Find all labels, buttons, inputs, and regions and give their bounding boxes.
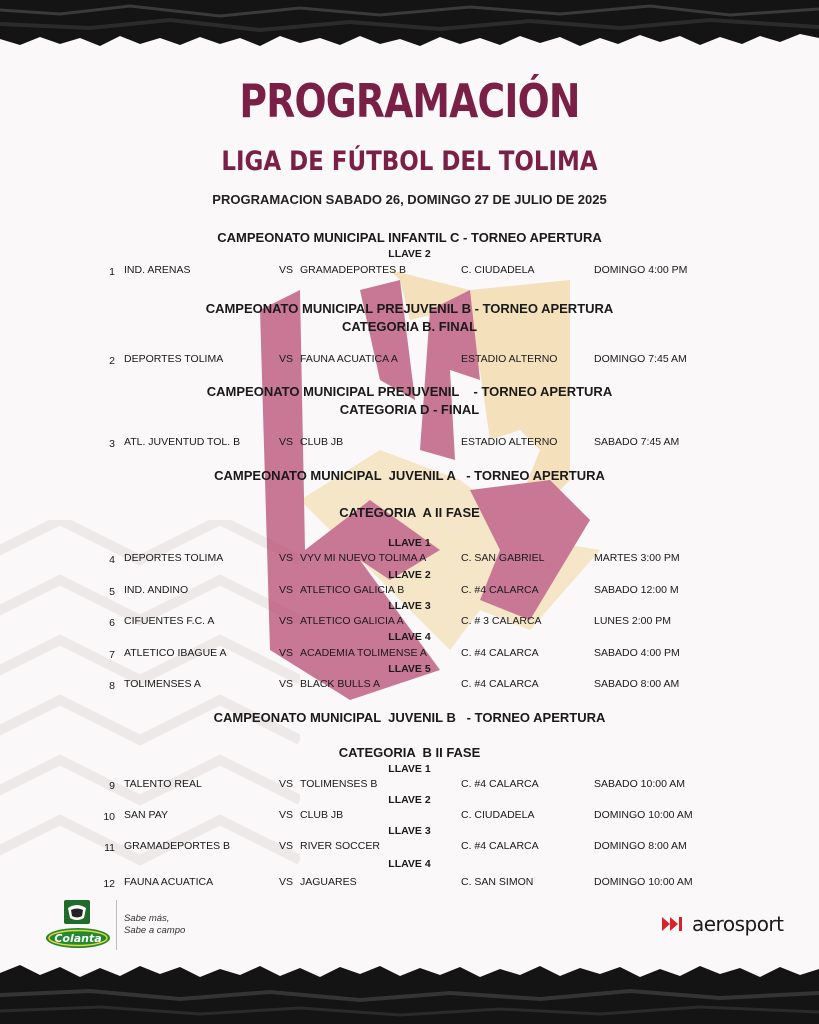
slogan-line-2: Sabe a campo xyxy=(124,925,186,936)
match-row xyxy=(0,436,819,450)
away-team: RIVER SOCCER xyxy=(300,840,380,852)
home-team: TOLIMENSES A xyxy=(124,678,201,690)
match-row xyxy=(0,615,819,629)
away-team: ATLETICO GALICIA B xyxy=(300,584,405,596)
match-row xyxy=(0,552,819,566)
match-time: SABADO 8:00 AM xyxy=(594,678,680,690)
torn-paper-bottom xyxy=(0,955,819,1024)
llave-label: LLAVE 4 xyxy=(388,858,431,870)
match-row xyxy=(0,353,819,367)
home-team: DEPORTES TOLIMA xyxy=(124,353,224,365)
home-team: CIFUENTES F.C. A xyxy=(124,615,215,627)
match-number: 7 xyxy=(109,649,115,661)
match-row xyxy=(0,840,819,854)
venue: C. CIUDADELA xyxy=(461,264,535,276)
torn-paper-top xyxy=(0,0,819,60)
vs-label: VS xyxy=(279,678,294,690)
away-team: ACADEMIA TOLIMENSE A xyxy=(300,647,427,659)
match-number: 8 xyxy=(109,680,115,692)
home-team: SAN PAY xyxy=(124,809,168,821)
llave-label: LLAVE 2 xyxy=(388,569,431,581)
page-title: PROGRAMACIÓN xyxy=(239,74,580,128)
venue: C. CIUDADELA xyxy=(461,809,535,821)
venue: C. SAN SIMON xyxy=(461,876,534,888)
away-team: CLUB JB xyxy=(300,809,344,821)
footer-divider xyxy=(116,900,117,950)
match-number: 3 xyxy=(109,438,115,450)
date-line: PROGRAMACION SABADO 26, DOMINGO 27 DE JULIO DE 2025 xyxy=(212,192,607,207)
home-team: TALENTO REAL xyxy=(124,778,202,790)
match-number: 2 xyxy=(109,355,115,367)
llave-label: LLAVE 5 xyxy=(388,663,431,675)
home-team: IND. ARENAS xyxy=(124,264,191,276)
match-time: DOMINGO 8:00 AM xyxy=(594,840,687,852)
vs-label: VS xyxy=(279,809,294,821)
vs-label: VS xyxy=(279,552,294,564)
match-time: LUNES 2:00 PM xyxy=(594,615,672,627)
away-team: CLUB JB xyxy=(300,436,344,448)
home-team: ATLETICO IBAGUE A xyxy=(124,647,227,659)
section-header: CAMPEONATO MUNICIPAL JUVENIL B - TORNEO APERTURA xyxy=(213,710,606,725)
away-team: VYV MI NUEVO TOLIMA A xyxy=(300,552,427,564)
match-number: 5 xyxy=(109,586,115,598)
svg-text:Colanta: Colanta xyxy=(54,932,102,945)
colanta-logo xyxy=(44,898,112,950)
llave-label: LLAVE 2 xyxy=(388,248,431,260)
venue: C. # 3 CALARCA xyxy=(461,615,542,627)
match-number: 9 xyxy=(109,780,115,792)
match-number: 12 xyxy=(103,878,115,890)
home-team: ATL. JUVENTUD TOL. B xyxy=(124,436,241,448)
vs-label: VS xyxy=(279,436,294,448)
section-category: CATEGORIA D - FINAL xyxy=(339,402,480,417)
llave-label: LLAVE 4 xyxy=(388,631,431,643)
match-time: DOMINGO 10:00 AM xyxy=(594,876,693,888)
match-number: 10 xyxy=(103,811,115,823)
page-subtitle: LIGA DE FÚTBOL DEL TOLIMA xyxy=(221,146,598,177)
match-row xyxy=(0,584,819,598)
match-number: 6 xyxy=(109,617,115,629)
venue: C. #4 CALARCA xyxy=(461,840,539,852)
vs-label: VS xyxy=(279,264,294,276)
home-team: FAUNA ACUATICA xyxy=(124,876,214,888)
match-time: DOMINGO 4:00 PM xyxy=(594,264,688,276)
vs-label: VS xyxy=(279,876,294,888)
vs-label: VS xyxy=(279,647,294,659)
vs-label: VS xyxy=(279,840,294,852)
venue: C. #4 CALARCA xyxy=(461,584,539,596)
fast-forward-icon xyxy=(662,917,688,931)
venue: C. #4 CALARCA xyxy=(461,678,539,690)
match-row xyxy=(0,264,819,278)
match-number: 1 xyxy=(109,266,115,278)
match-time: SABADO 12:00 M xyxy=(594,584,679,596)
match-row xyxy=(0,876,819,890)
home-team: GRAMADEPORTES B xyxy=(124,840,230,852)
aerosport-wordmark: aerosport xyxy=(692,912,784,936)
aerosport-brand xyxy=(662,912,784,936)
venue: C. #4 CALARCA xyxy=(461,778,539,790)
match-time: MARTES 3:00 PM xyxy=(594,552,680,564)
section-header: CAMPEONATO MUNICIPAL PREJUVENIL - TORNEO APERTURA xyxy=(206,384,613,399)
match-time: DOMINGO 7:45 AM xyxy=(594,353,687,365)
vs-label: VS xyxy=(279,584,294,596)
away-team: ATLETICO GALICIA A xyxy=(300,615,404,627)
section-header: CAMPEONATO MUNICIPAL INFANTIL C - TORNEO APERTURA xyxy=(217,230,602,245)
llave-label: LLAVE 1 xyxy=(388,763,431,775)
match-time: SABADO 10:00 AM xyxy=(594,778,686,790)
llave-label: LLAVE 3 xyxy=(388,825,431,837)
vs-label: VS xyxy=(279,615,294,627)
match-number: 11 xyxy=(104,842,115,854)
match-time: DOMINGO 10:00 AM xyxy=(594,809,693,821)
section-category: CATEGORIA A II FASE xyxy=(339,505,480,520)
home-team: DEPORTES TOLIMA xyxy=(124,552,224,564)
vs-label: VS xyxy=(279,353,294,365)
vs-label: VS xyxy=(279,778,294,790)
section-header: CAMPEONATO MUNICIPAL JUVENIL A - TORNEO APERTURA xyxy=(214,468,605,483)
away-team: GRAMADEPORTES B xyxy=(300,264,406,276)
venue: ESTADIO ALTERNO xyxy=(461,436,558,448)
away-team: TOLIMENSES B xyxy=(300,778,378,790)
venue: ESTADIO ALTERNO xyxy=(461,353,558,365)
match-row xyxy=(0,809,819,823)
match-time: SABADO 4:00 PM xyxy=(594,647,680,659)
away-team: BLACK BULLS A xyxy=(300,678,380,690)
away-team: FAUNA ACUATICA A xyxy=(300,353,398,365)
venue: C. #4 CALARCA xyxy=(461,647,539,659)
match-row xyxy=(0,647,819,661)
match-row xyxy=(0,678,819,692)
slogan-line-1: Sabe más, xyxy=(124,913,170,924)
match-time: SABADO 7:45 AM xyxy=(594,436,680,448)
llave-label: LLAVE 1 xyxy=(388,537,431,549)
match-number: 4 xyxy=(109,554,115,566)
section-category: CATEGORIA B II FASE xyxy=(338,745,481,760)
section-header: CAMPEONATO MUNICIPAL PREJUVENIL B - TORNEO APERTURA xyxy=(205,301,614,316)
venue: C. SAN GABRIEL xyxy=(461,552,545,564)
llave-label: LLAVE 3 xyxy=(388,600,431,612)
away-team: JAGUARES xyxy=(300,876,357,888)
section-category: CATEGORIA B. FINAL xyxy=(341,319,478,334)
match-row xyxy=(0,778,819,792)
sponsor-slogan xyxy=(124,913,185,937)
llave-label: LLAVE 2 xyxy=(388,794,431,806)
home-team: IND. ANDINO xyxy=(124,584,189,596)
